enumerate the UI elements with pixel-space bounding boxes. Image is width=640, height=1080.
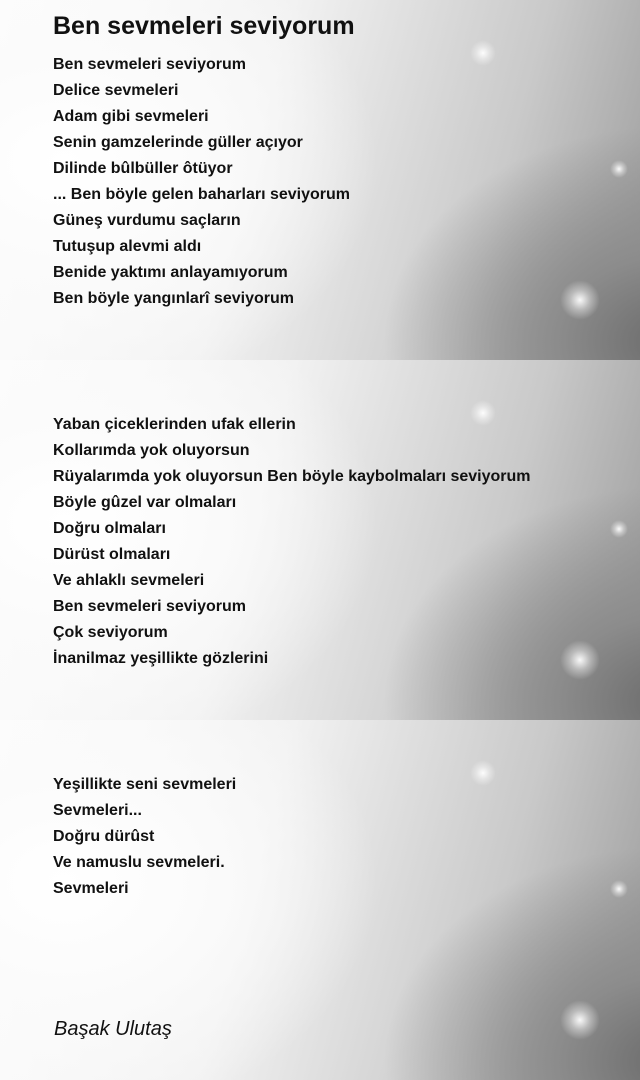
poem-line: Senin gamzelerinde güller açıyor: [53, 134, 303, 151]
stanza-1: [53, 52, 350, 312]
poem-line: Böyle gûzel var olmaları: [53, 494, 237, 511]
poem-line: Rüyalarımda yok oluyorsun Ben böyle kaybolmaları seviyorum: [53, 468, 531, 485]
sparkle: [610, 160, 628, 178]
sparkle: [560, 1000, 600, 1040]
poem-panel-2: [0, 360, 640, 720]
poem-line: Tutuşup alevmi aldı: [53, 238, 202, 255]
sparkle: [560, 640, 600, 680]
poem-line: Doğru dürûst: [53, 828, 155, 845]
stanza-3: [53, 772, 236, 902]
poem-line: ... Ben böyle gelen baharları seviyorum: [53, 186, 350, 203]
poem-line: Yeşillikte seni sevmeleri: [53, 776, 237, 793]
poem-author: Başak Ulutaş: [54, 1018, 172, 1040]
poem-line: Yaban çiceklerinden ufak ellerin: [53, 416, 296, 433]
poem-line: Sevmeleri...: [53, 802, 142, 819]
poem-line: Delice sevmeleri: [53, 82, 179, 99]
poem-line: Dürüst olmaları: [53, 546, 171, 563]
sparkle: [470, 760, 496, 786]
poem-line: Ve ahlaklı sevmeleri: [53, 572, 205, 589]
poem-line: Dilinde bûlbüller ôtüyor: [53, 160, 233, 177]
poem-line: Sevmeleri: [53, 880, 129, 897]
poem-line: Çok seviyorum: [53, 624, 168, 641]
stanza-2: [53, 412, 531, 672]
poem-panel-1: [0, 0, 640, 360]
poem-line: Güneş vurdumu saçların: [53, 212, 241, 229]
poem-line: Doğru olmaları: [53, 520, 166, 537]
sparkle: [610, 520, 628, 538]
poem-line: Ben böyle yangınlarî seviyorum: [53, 290, 294, 307]
poem-line: Ben sevmeleri seviyorum: [53, 56, 246, 73]
sparkle: [470, 40, 496, 66]
poem-line: Ve namuslu sevmeleri.: [53, 854, 225, 871]
sparkle: [560, 280, 600, 320]
poem-line: Benide yaktımı anlayamıyorum: [53, 264, 288, 281]
sparkle: [610, 880, 628, 898]
poem-line: Kollarımda yok oluyorsun: [53, 442, 250, 459]
poem-panel-3: [0, 720, 640, 1080]
poem-line: İnanilmaz yeşillikte gözlerini: [53, 650, 269, 667]
poem-line: Adam gibi sevmeleri: [53, 108, 209, 125]
poem-line: Ben sevmeleri seviyorum: [53, 598, 246, 615]
poem-title: Ben sevmeleri seviyorum: [53, 12, 355, 40]
